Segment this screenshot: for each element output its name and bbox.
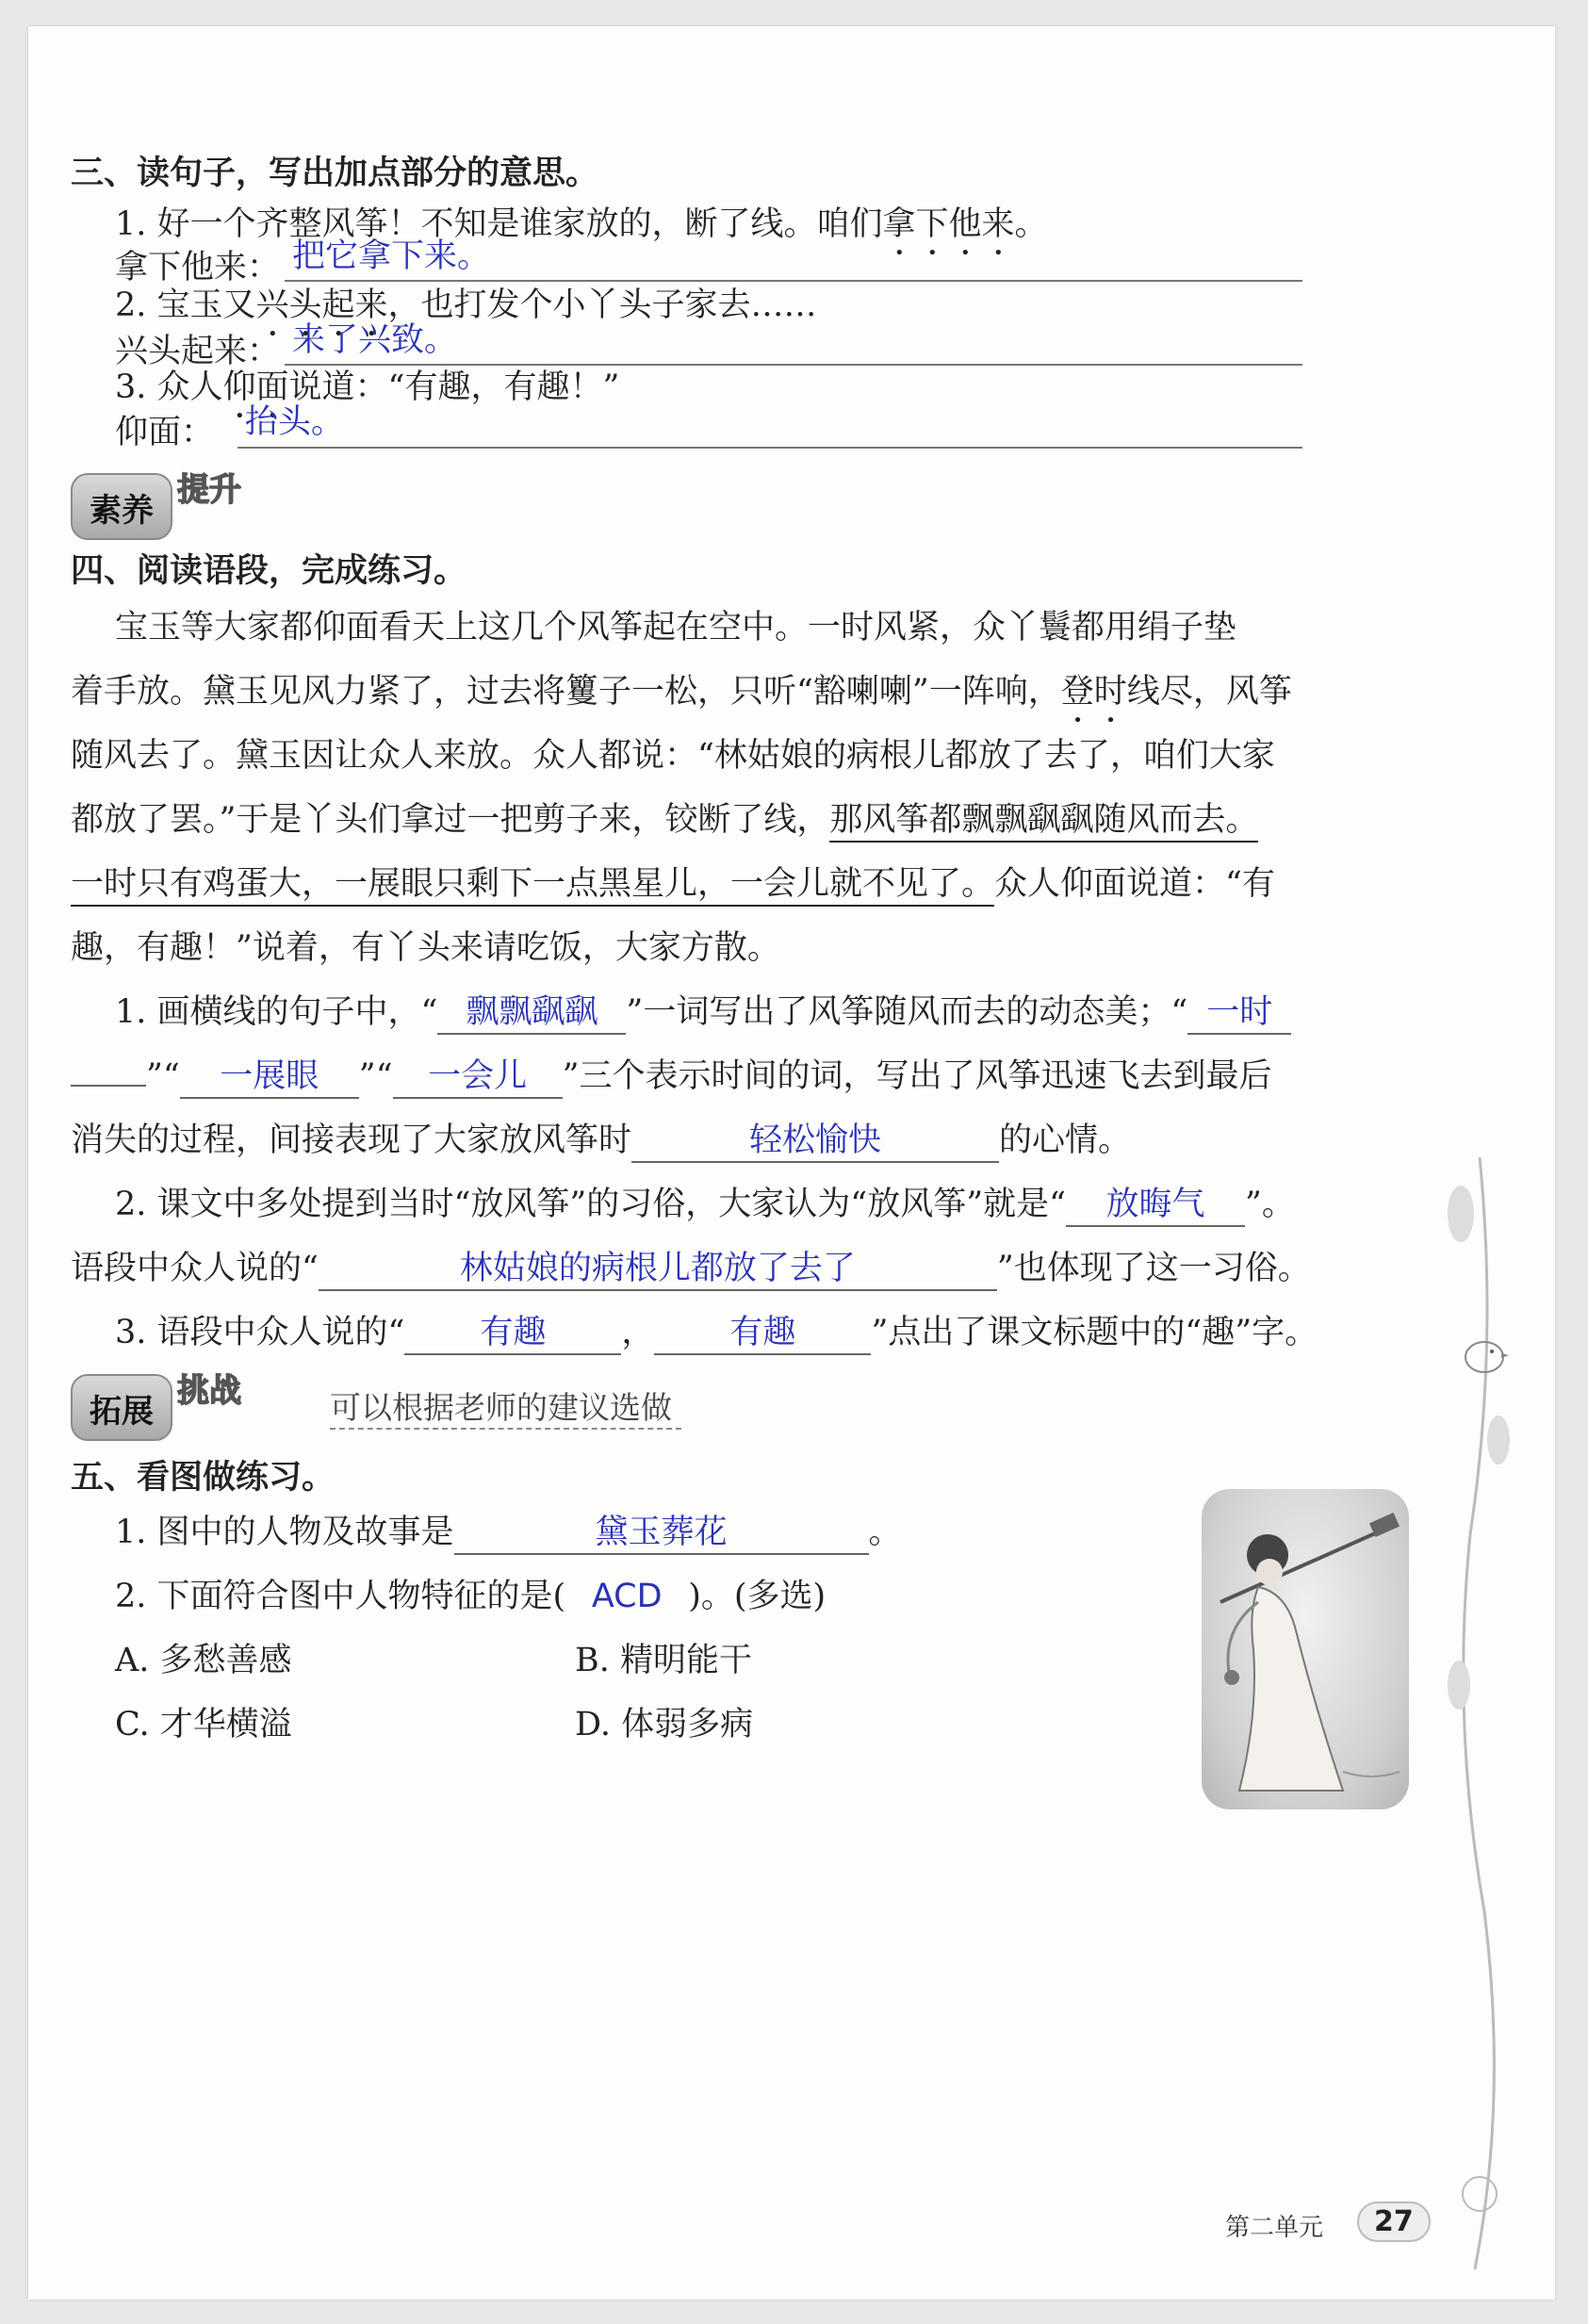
q2-end: ，也打发个小丫头子家去…… [387, 286, 817, 324]
section4-title: 四、阅读语段，完成练习。 [71, 552, 467, 590]
bird-icon [1456, 1327, 1513, 1383]
s4-q2-line1 [115, 1178, 1295, 1227]
q-text: 语段中众人说的“ [71, 1250, 319, 1287]
passage-line2 [71, 665, 1292, 730]
passage-text: 众人仰面说道：“有 [994, 865, 1275, 903]
q-text: ”“ [146, 1057, 180, 1095]
option-a: A. 多愁善感 [115, 1642, 292, 1679]
q-text: 3. 语段中众人说的“ [115, 1314, 405, 1351]
answer: 一时 [1206, 993, 1273, 1031]
badge-suyang: 素养 [71, 473, 172, 540]
q1-text: 1. 好一个齐整风筝！不知是谁家放的，断了线。咱们 [115, 205, 883, 243]
answer: 黛玉葬花 [595, 1514, 728, 1551]
passage-text: 着手放。黛玉见风力紧了，过去将籰子一松，只听“豁喇喇”一阵响， [71, 673, 1061, 711]
s4-q2-line2 [71, 1242, 1311, 1291]
badge-tuozhan: 拓展 [71, 1374, 172, 1441]
passage-text: 都放了罢。”于是丫头们拿过一把剪子来，铰断了线， [71, 801, 830, 839]
vine-decoration-icon [1442, 1157, 1517, 2269]
q1-dotted: 拿下他来 [882, 205, 1015, 243]
s4-q3 [115, 1306, 1318, 1355]
answer: ACD [591, 1578, 663, 1615]
q3-dotted: 仰面 [222, 368, 289, 406]
underlined-sentence: 那风筝都飘飘飖飖随风而去。 [829, 801, 1258, 843]
blank[interactable] [437, 986, 626, 1035]
answer: 一会儿 [428, 1057, 528, 1095]
badge-tisheng: 提升 [177, 471, 241, 509]
answer3-line [237, 447, 1302, 449]
answer2-label: 兴头起来： [115, 333, 281, 370]
q2-text: 2. 宝玉又 [115, 286, 256, 324]
daiyu-illustration [1202, 1489, 1409, 1809]
choice-blank[interactable] [565, 1578, 688, 1615]
answer: 有趣 [480, 1314, 547, 1351]
q3-text: 3. 众人 [115, 368, 223, 406]
blank[interactable] [393, 1050, 563, 1099]
s5-q1 [115, 1506, 902, 1555]
answer3[interactable]: 抬头。 [245, 403, 345, 441]
answer1[interactable]: 把它拿下来。 [292, 237, 491, 275]
option-c: C. 才华横溢 [115, 1706, 292, 1743]
badge-tiaozhan: 挑战 [177, 1372, 241, 1410]
page-number: 27 [1357, 2201, 1431, 2242]
option-b: B. 精明能干 [575, 1642, 752, 1679]
passage-dotted: 登时 [1060, 673, 1127, 711]
blank[interactable] [180, 1050, 359, 1099]
q-text: ”“ [358, 1057, 393, 1095]
answer: 放晦气 [1105, 1186, 1205, 1223]
q-text: 1. 图中的人物及故事是 [115, 1514, 454, 1551]
q-text: 消失的过程，间接表现了大家放风筝时 [71, 1121, 632, 1159]
passage-line6: 趣，有趣！”说着，有丫头来请吃饭，大家方散。 [71, 929, 780, 967]
q-text: ”也体现了这一习俗。 [996, 1250, 1311, 1287]
answer: 有趣 [729, 1314, 796, 1351]
blank-continued [71, 1085, 146, 1087]
passage-text: 线尽，风筝 [1126, 673, 1292, 711]
option-d: D. 体弱多病 [575, 1706, 754, 1743]
blank[interactable] [404, 1306, 621, 1355]
answer2[interactable]: 来了兴致。 [292, 321, 458, 359]
section3-title: 三、读句子，写出加点部分的意思。 [71, 155, 599, 192]
unit-label: 第二单元 [1225, 2214, 1324, 2242]
s5-q2 [115, 1570, 826, 1617]
optional-note: 可以根据老师的建议选做 [330, 1383, 681, 1430]
blank[interactable] [1066, 1178, 1245, 1227]
q-text: 1. 画横线的句子中，“ [115, 993, 438, 1031]
passage-line4 [71, 794, 1258, 841]
blank[interactable] [454, 1506, 869, 1555]
q-text: 2. 下面符合图中人物特征的是( [115, 1578, 566, 1615]
q2-dotted: 兴头起来 [255, 286, 388, 324]
q-text: ”点出了课文标题中的“趣”字。 [871, 1314, 1318, 1351]
q1-end: 。 [1014, 205, 1048, 243]
q-text: ”三个表示时间的词，写出了风筝迅速飞去到最后 [562, 1057, 1272, 1095]
answer1-label: 拿下他来： [115, 249, 281, 286]
section5-title: 五、看图做练习。 [71, 1459, 336, 1497]
workbook-page [28, 26, 1555, 2299]
q-text: ， [621, 1314, 655, 1351]
s4-q1-line3 [71, 1114, 1131, 1163]
q-text: 。 [868, 1514, 902, 1551]
q3-end: 说道：“有趣，有趣！” [288, 368, 620, 406]
s4-q1-line1 [115, 986, 1291, 1035]
underlined-sentence: 一时只有鸡蛋大，一展眼只剩下一点黑星儿，一会儿就不见了。 [71, 865, 994, 907]
passage-line5 [71, 858, 1275, 905]
q-text: 2. 课文中多处提到当时“放风筝”的习俗，大家认为“放风筝”就是“ [115, 1186, 1066, 1223]
blank[interactable] [1187, 986, 1291, 1035]
lady-figure-icon [1202, 1489, 1409, 1809]
q-text: ”。 [1245, 1186, 1295, 1223]
q-text: 的心情。 [999, 1121, 1132, 1159]
answer: 飘飘飖飖 [466, 993, 598, 1031]
q-text: )。(多选) [688, 1578, 827, 1615]
passage-line1: 宝玉等大家都仰面看天上这几个风筝起在空中。一时风紧，众丫鬟都用绢子垫 [115, 609, 1237, 646]
answer: 一展眼 [220, 1057, 319, 1095]
blank[interactable] [319, 1242, 997, 1291]
s4-q1-line2 [71, 1050, 1272, 1099]
passage-line3: 随风去了。黛玉因让众人来放。众人都说：“林姑娘的病根儿都放了去了，咱们大家 [71, 737, 1275, 775]
answer: 林姑娘的病根儿都放了去了 [459, 1250, 856, 1287]
blank[interactable] [631, 1114, 999, 1163]
answer3-label: 仰面： [115, 414, 215, 451]
answer: 轻松愉快 [749, 1121, 882, 1159]
blank[interactable] [654, 1306, 871, 1355]
q-text: ”一词写出了风筝随风而去的动态美；“ [626, 993, 1188, 1031]
